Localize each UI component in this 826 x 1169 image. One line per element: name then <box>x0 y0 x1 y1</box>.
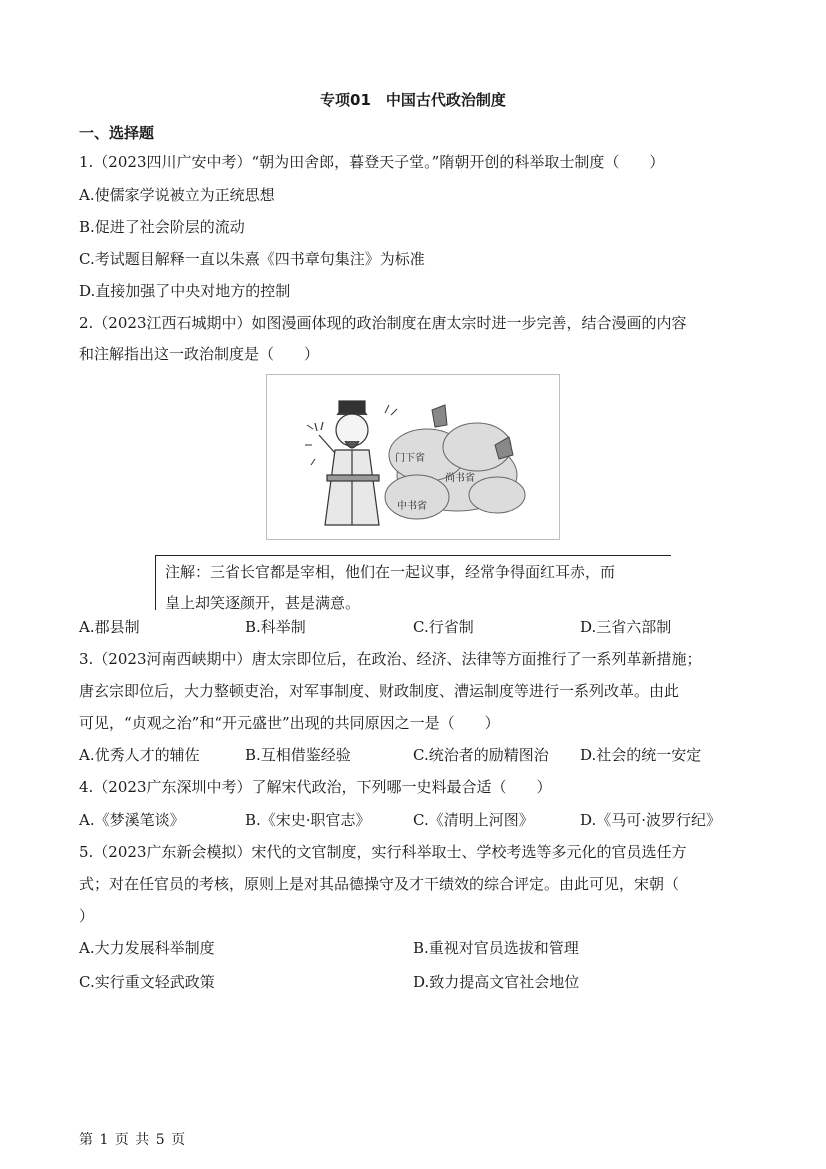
q1-option-c: C.考试题目解释一直以朱熹《四书章句集注》为标准 <box>79 250 425 268</box>
annotation-line1: 注解：三省长官都是宰相，他们在一起议事，经常争得面红耳赤，而 <box>165 563 616 581</box>
q3-option-b: B.互相借鉴经验 <box>245 746 351 764</box>
q5-option-c: C.实行重文轻武政策 <box>79 973 215 991</box>
page-footer: 第 1 页 共 5 页 <box>79 1132 187 1148</box>
label-zhongshu: 中书省 <box>397 501 427 512</box>
q3-stem-line3: 可见，“贞观之治”和“开元盛世”出现的共同原因之一是（ ） <box>79 714 500 732</box>
q3-option-c: C.统治者的励精图治 <box>413 746 549 764</box>
q5-stem-line3: ） <box>79 907 95 925</box>
q2-stem-line1: 2.（2023江西石城期中）如图漫画体现的政治制度在唐太宗时进一步完善，结合漫画的内容 <box>79 314 687 332</box>
q4-option-a: A.《梦溪笔谈》 <box>79 811 185 829</box>
q2-stem-line2: 和注解指出这一政治制度是（ ） <box>79 345 320 363</box>
page-title: 专项01 中国古代政治制度 <box>320 91 506 109</box>
q5-option-d: D.致力提高文官社会地位 <box>413 973 580 991</box>
q1-option-d: D.直接加强了中央对地方的控制 <box>79 282 291 300</box>
q1-stem: 1.（2023四川广安中考）“朝为田舍郎，暮登天子堂。”隋朝开创的科举取士制度（ ） <box>79 153 665 171</box>
q2-option-b: B.科举制 <box>245 618 306 636</box>
q2-option-c: C.行省制 <box>413 618 474 636</box>
q5-option-a: A.大力发展科举制度 <box>79 939 215 957</box>
section-heading: 一、选择题 <box>79 124 155 142</box>
q5-stem-line2: 式；对在任官员的考核，原则上是对其品德操守及才干绩效的综合评定。由此可见，宋朝（ <box>79 875 680 893</box>
q4-option-b: B.《宋史·职官志》 <box>245 811 371 829</box>
q3-stem-line2: 唐玄宗即位后，大力整顿吏治，对军事制度、财政制度、漕运制度等进行一系列改革。由此 <box>79 682 680 700</box>
q3-option-a: A.优秀人才的辅佐 <box>79 746 200 764</box>
q3-stem-line1: 3.（2023河南西峡期中）唐太宗即位后，在政治、经济、法律等方面推行了一系列革新措施； <box>79 650 702 668</box>
annotation-box <box>155 555 671 610</box>
annotation-line2: 皇上却笑逐颜开，甚是满意。 <box>165 594 361 612</box>
cartoon-illustration <box>267 375 559 539</box>
q4-stem: 4.（2023广东深圳中考）了解宋代政治，下列哪一史料最合适（ ） <box>79 778 552 796</box>
q5-option-b: B.重视对官员选拔和管理 <box>413 939 579 957</box>
q5-stem-line1: 5.（2023广东新会模拟）宋代的文官制度，实行科举取士、学校考选等多元化的官员选任方 <box>79 843 687 861</box>
q1-option-a: A.使儒家学说被立为正统思想 <box>79 186 275 204</box>
q2-option-d: D.三省六部制 <box>580 618 672 636</box>
label-menxia: 门下省 <box>395 453 425 464</box>
q4-option-c: C.《清明上河图》 <box>413 811 534 829</box>
q3-option-d: D.社会的统一安定 <box>580 746 702 764</box>
q2-option-a: A.郡县制 <box>79 618 140 636</box>
cartoon-figure <box>266 374 560 540</box>
q1-option-b: B.促进了社会阶层的流动 <box>79 218 245 236</box>
q4-option-d: D.《马可·波罗行纪》 <box>580 811 722 829</box>
label-shangshu: 尚书省 <box>445 473 475 484</box>
